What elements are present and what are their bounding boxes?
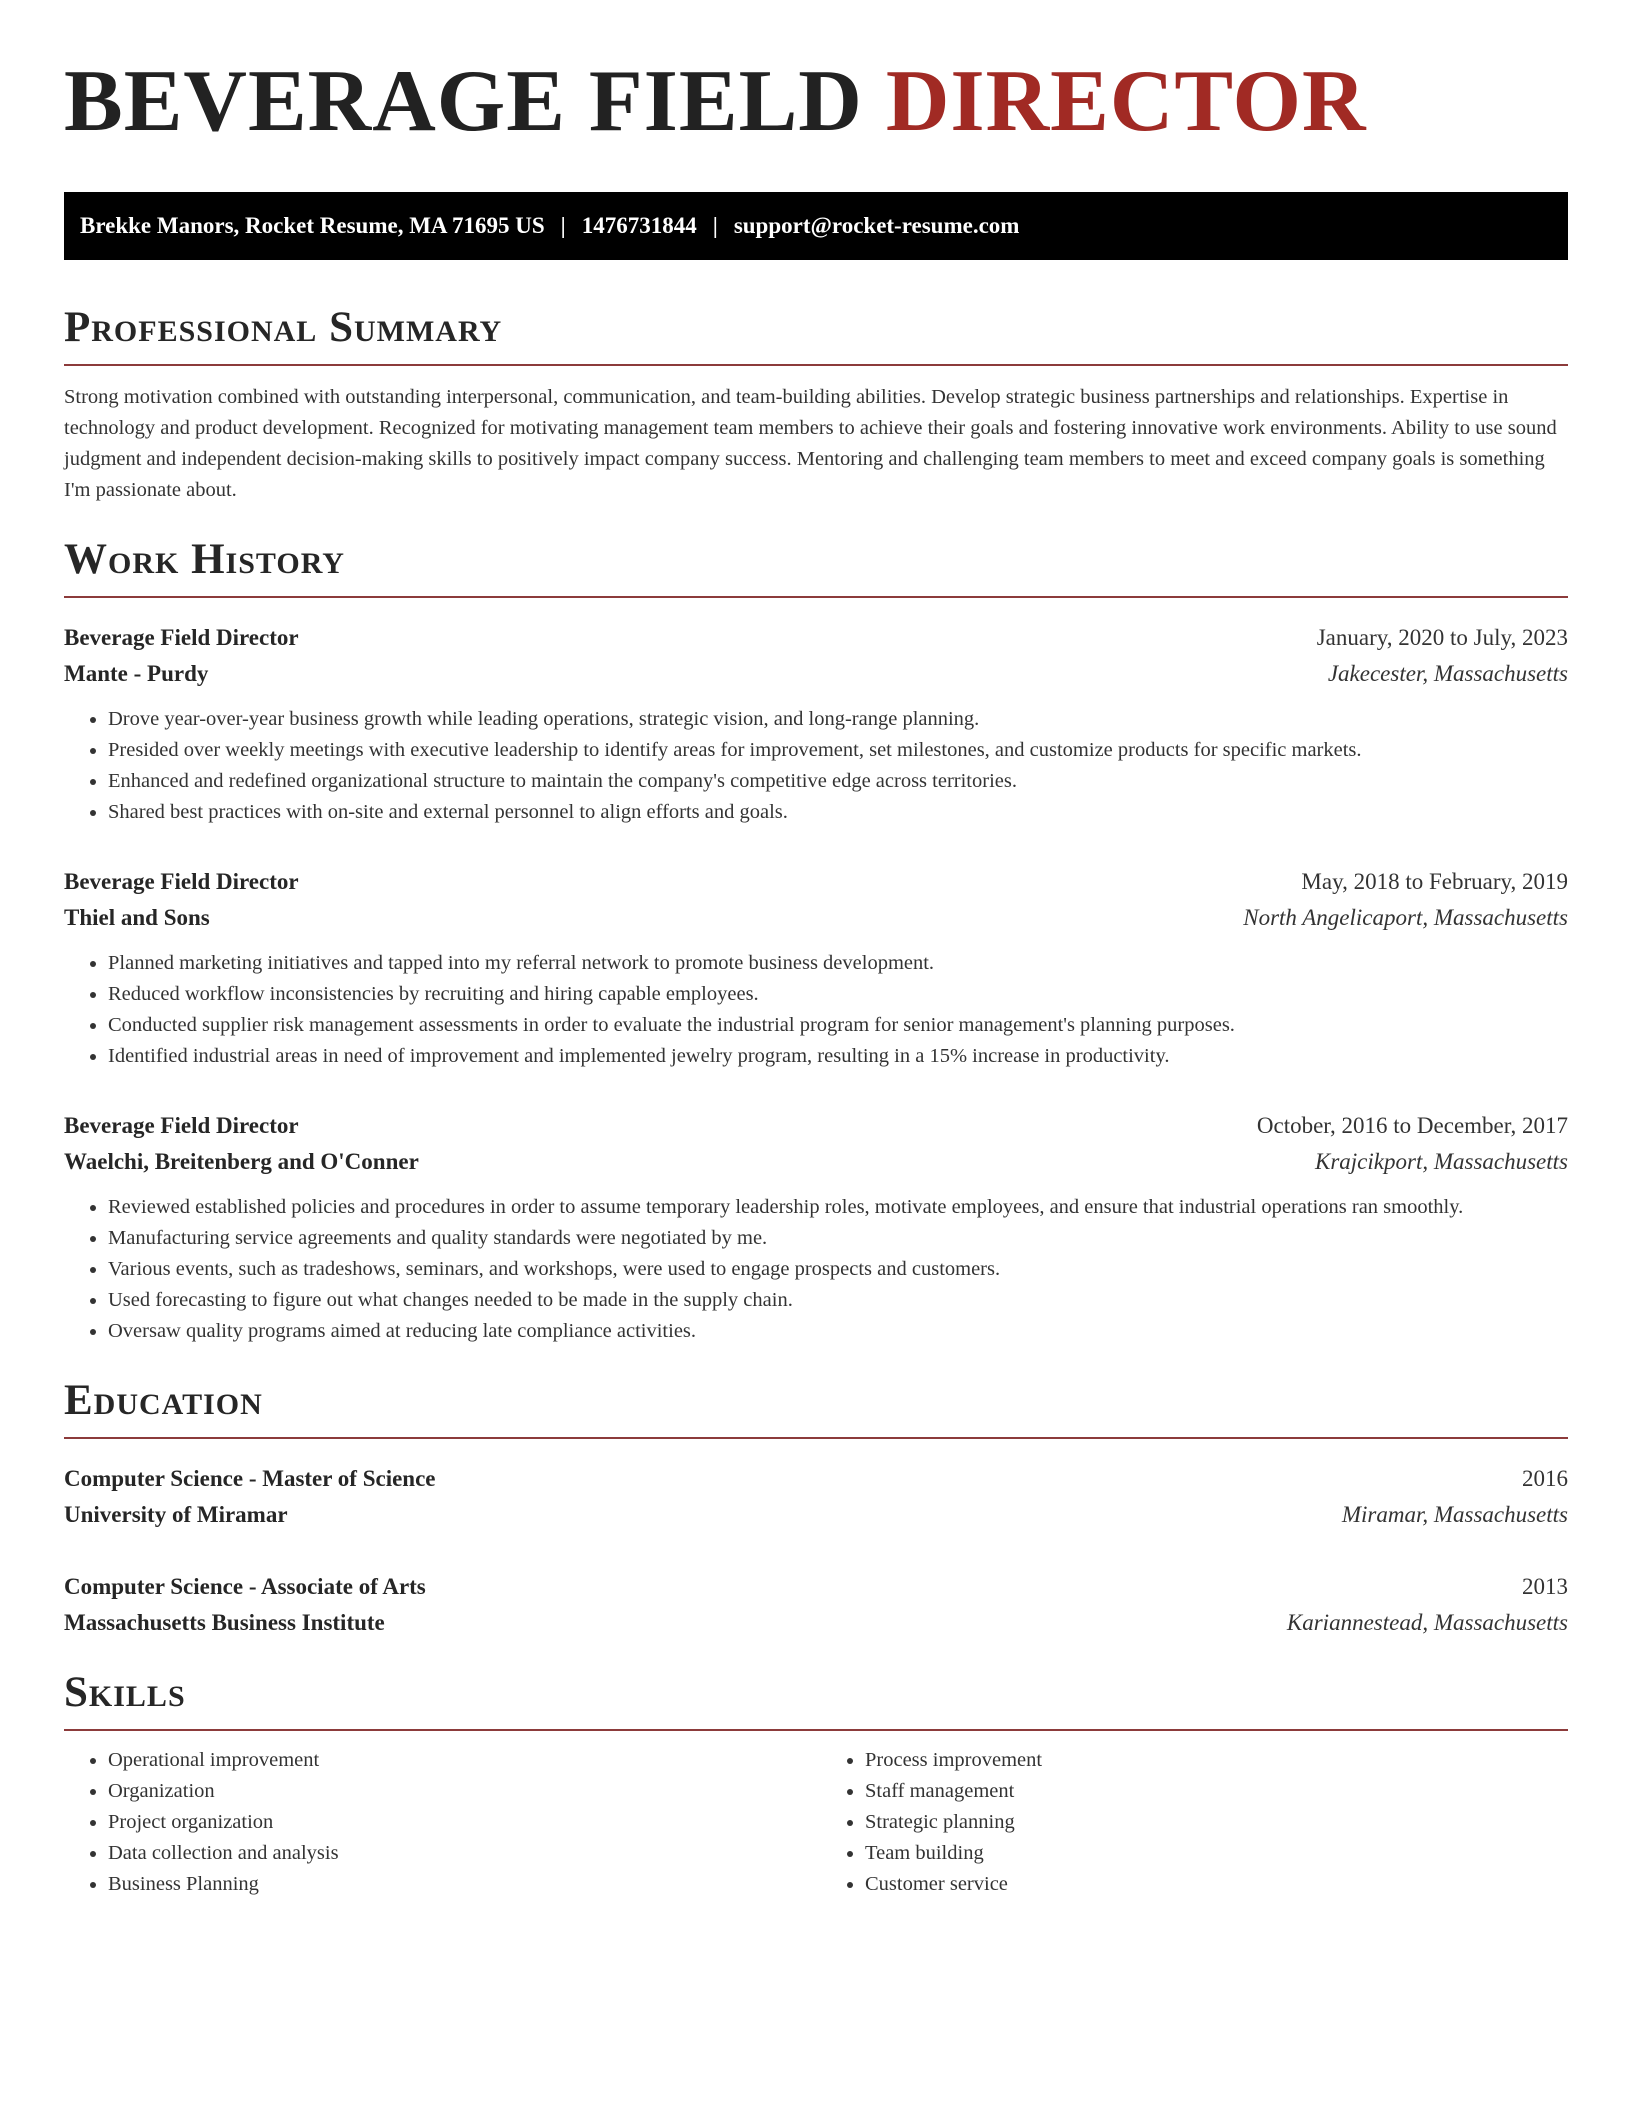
name-accent-part: DIRECTOR [885,53,1367,150]
degree-year: 2013 [1522,1574,1568,1599]
job-entry [64,620,1568,828]
skills-section [64,1669,1568,1900]
skill-item: • Process improvement [865,1745,1568,1776]
job-company-row [64,900,1568,936]
degree-row [64,1569,1568,1605]
job-location: North Angelicaport, Massachusetts [1243,905,1568,930]
job-bullets [64,948,1568,1072]
list-item: • Shared best practices with on-site and external personnel to align efforts and goals. [108,797,1568,828]
contact-address: Brekke Manors, Rocket Resume, MA 71695 US [80,213,545,238]
education-entry [64,1569,1568,1641]
job-bullets [64,1192,1568,1347]
list-item: • Various events, such as tradeshows, seminars, and workshops, were used to engage prospects and customers. [108,1254,1568,1285]
school-name: Massachusetts Business Institute [64,1610,385,1635]
resume-name [64,52,1568,152]
degree-year: 2016 [1522,1466,1568,1491]
contact-phone: 1476731844 [581,213,697,238]
summary-heading: Professional Summary [64,304,1568,366]
skills-list-left [64,1745,811,1900]
degree-row [64,1461,1568,1497]
education-entry [64,1461,1568,1533]
education-section [64,1377,1568,1641]
list-item: • Conducted supplier risk management assessments in order to evaluate the industrial program for senior management's planning purposes. [108,1010,1568,1041]
skill-item: • Data collection and analysis [108,1838,811,1869]
job-location: Jakecester, Massachusetts [1327,661,1568,686]
list-item: • Reviewed established policies and procedures in order to assume temporary leadership roles, motivate employees, and ensure that industrial operations ran smoothly. [108,1192,1568,1223]
job-company: Waelchi, Breitenberg and O'Conner [64,1149,419,1174]
job-dates: October, 2016 to December, 2017 [1256,1113,1568,1138]
school-row [64,1497,1568,1533]
school-location: Miramar, Massachusetts [1341,1502,1568,1527]
list-item: • Oversaw quality programs aimed at reducing late compliance activities. [108,1316,1568,1347]
school-row [64,1605,1568,1641]
job-title-row [64,864,1568,900]
work-history-heading: Work History [64,536,1568,598]
skill-item: • Customer service [865,1869,1568,1900]
job-entry [64,864,1568,1072]
summary-text: Strong motivation combined with outstanding interpersonal, communication, and team-building abilities. Develop strategic business partnerships and relationships. Expertise in technology and product development. Recognized for motivating management team members to achieve their goals and fostering innovative work environments. Ability to use sound judgment and independent decision-making skills to positively impact company success. Mentoring and challenging team members to meet and exceed company goals is something I'm passionate about. [64,386,1557,501]
skills-columns [64,1745,1568,1900]
school-location: Kariannestead, Massachusetts [1286,1610,1568,1635]
education-heading: Education [64,1377,1568,1439]
job-dates: May, 2018 to February, 2019 [1301,869,1568,894]
summary-section [64,304,1568,506]
job-role: Beverage Field Director [64,625,299,650]
job-company: Thiel and Sons [64,905,210,930]
work-history-section [64,536,1568,1347]
name-first-part: BEVERAGE FIELD [64,53,863,150]
contact-separator: | [712,213,718,238]
skill-item: • Organization [108,1776,811,1807]
job-location: Krajcikport, Massachusetts [1315,1149,1568,1174]
contact-bar [64,192,1568,260]
list-item: • Identified industrial areas in need of improvement and implemented jewelry program, resulting in a 15% increase in productivity. [108,1041,1568,1072]
job-company-row [64,656,1568,692]
job-dates: January, 2020 to July, 2023 [1316,625,1568,650]
list-item: • Presided over weekly meetings with executive leadership to identify areas for improvement, set milestones, and customize products for specific markets. [108,735,1568,766]
job-company-row [64,1144,1568,1180]
skill-item: • Team building [865,1838,1568,1869]
degree-name: Computer Science - Master of Science [64,1466,436,1491]
contact-email: support@rocket-resume.com [733,213,1020,238]
skill-item: • Project organization [108,1807,811,1838]
skill-item: • Staff management [865,1776,1568,1807]
contact-separator: | [560,213,566,238]
job-title-row [64,1108,1568,1144]
job-company: Mante - Purdy [64,661,209,686]
skill-item: • Business Planning [108,1869,811,1900]
skills-heading: Skills [64,1669,1568,1731]
job-title-row [64,620,1568,656]
list-item: • Enhanced and redefined organizational structure to maintain the company's competitive edge across territories. [108,766,1568,797]
skill-item: • Strategic planning [865,1807,1568,1838]
list-item: • Reduced workflow inconsistencies by recruiting and hiring capable employees. [108,979,1568,1010]
job-role: Beverage Field Director [64,1113,299,1138]
degree-name: Computer Science - Associate of Arts [64,1574,426,1599]
list-item: • Used forecasting to figure out what changes needed to be made in the supply chain. [108,1285,1568,1316]
list-item: • Manufacturing service agreements and quality standards were negotiated by me. [108,1223,1568,1254]
list-item: • Drove year-over-year business growth while leading operations, strategic vision, and long-range planning. [108,704,1568,735]
job-bullets [64,704,1568,828]
list-item: • Planned marketing initiatives and tapped into my referral network to promote business development. [108,948,1568,979]
job-entry [64,1108,1568,1347]
job-role: Beverage Field Director [64,869,299,894]
school-name: University of Miramar [64,1502,288,1527]
skills-list-right [811,1745,1568,1900]
skill-item: • Operational improvement [108,1745,811,1776]
